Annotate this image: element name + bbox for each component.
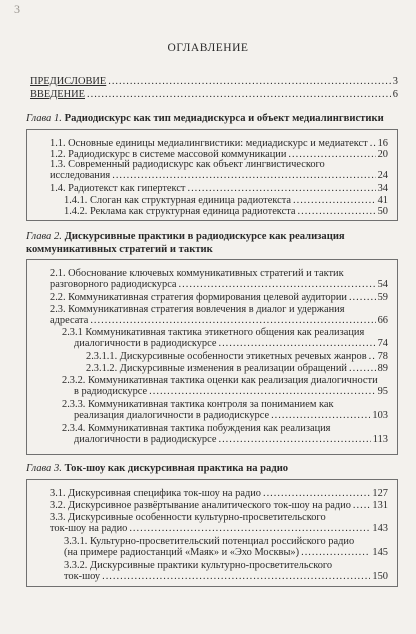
- toc-entry-line1: 2.3. Коммуникативная стратегия вовлечения в диалог и удержания: [50, 304, 345, 315]
- page-title: ОГЛАВЛЕНИЕ: [167, 42, 249, 54]
- page-number: 3: [14, 2, 21, 16]
- toc-page-number: 3: [392, 76, 398, 87]
- toc-entry[interactable]: [64, 195, 388, 206]
- toc-entry-title: разговорного радиодискурса: [50, 279, 177, 290]
- toc-entry[interactable]: [74, 434, 388, 445]
- toc-entry[interactable]: [50, 138, 388, 149]
- toc-entry-title: (на примере радиостанций «Маяк» и «Эхо Москвы»): [64, 547, 300, 558]
- toc-page-number: 6: [392, 89, 398, 100]
- toc-entry[interactable]: [64, 206, 388, 217]
- toc-entry-title: 3.2. Дискурсивное развёртывание аналитического ток-шоу на радио: [50, 500, 351, 511]
- chapter-2-heading[interactable]: [26, 231, 345, 243]
- toc-entry-line1: 3.3.2. Дискурсивные практики культурно-просветительского: [64, 560, 333, 571]
- toc-entry[interactable]: [50, 183, 388, 194]
- toc-entry-title: ток-шоу: [64, 571, 101, 582]
- toc-page-number: 145: [372, 547, 388, 558]
- toc-entry-line1: 2.3.3. Коммуникативная тактика контроля за пониманием как: [62, 399, 334, 410]
- chapter-3-heading[interactable]: [26, 463, 288, 475]
- toc-entry-title: 3.1. Дискурсивная специфика ток-шоу на радио: [50, 488, 261, 499]
- toc-page-number: 20: [377, 149, 388, 160]
- toc-entry-title: 2.3.1.2. Дискурсивные изменения в реализации обращений: [86, 363, 347, 374]
- toc-entry-title: 1.2. Радиодискурс в системе массовой коммуникации: [50, 149, 287, 160]
- toc-page-number: 34: [377, 183, 388, 194]
- chapter-title: Дискурсивные практики в радиодискурсе как реализация: [64, 231, 345, 242]
- toc-entry-title: 1.4.1. Слоган как структурная единица радиотекста: [64, 195, 292, 206]
- toc-entry-title: диалогичности в радиодискурсе: [74, 434, 217, 445]
- toc-page-number: 127: [372, 488, 388, 499]
- toc-entry[interactable]: [74, 386, 388, 397]
- chapter-number: Глава 3.: [26, 463, 62, 474]
- toc-page-number: 150: [372, 571, 388, 582]
- toc-entry-line1: 1.3. Современный радиодискурс как объект лингвистического: [50, 159, 325, 170]
- toc-entry-title: реализация диалогичности в радиодискурсе: [74, 410, 270, 421]
- toc-page-number: 143: [372, 523, 388, 534]
- toc-page-number: 24: [377, 170, 388, 181]
- toc-entry-title: 2.3.1.1. Дискурсивные особенности этикетных речевых жанров: [86, 351, 367, 362]
- toc-entry-title: диалогичности в радиодискурсе: [74, 338, 217, 349]
- toc-entry[interactable]: [64, 547, 388, 558]
- toc-entry-title: 2.2. Коммуникативная стратегия формирования целевой аудитории: [50, 292, 347, 303]
- toc-entry[interactable]: [50, 523, 388, 534]
- toc-page-number: 78: [377, 351, 388, 362]
- toc-page-number: 95: [377, 386, 388, 397]
- toc-entry-line1: 3.3.1. Культурно-просветительский потенциал российского радио: [64, 536, 355, 547]
- chapter-1-heading[interactable]: [26, 113, 384, 125]
- toc-page-number: 66: [377, 315, 388, 326]
- toc-page-number: 16: [377, 138, 388, 149]
- toc-entry-line1: 3.3. Дискурсивные особенности культурно-просветительского: [50, 512, 326, 523]
- toc-entry-line1: 2.3.1 Коммуникативная тактика этикетного общения как реализация: [62, 327, 365, 338]
- toc-page-number: 50: [377, 206, 388, 217]
- toc-entry-line1: 2.3.2. Коммуникативная тактика оценки как реализация диалогичности: [62, 375, 378, 386]
- toc-entry-title: ток-шоу на радио: [50, 523, 128, 534]
- toc-entry[interactable]: [50, 315, 388, 326]
- toc-page-number: 41: [377, 195, 388, 206]
- toc-page-number: 54: [377, 279, 388, 290]
- toc-entry-title: ПРЕДИСЛОВИЕ: [30, 76, 107, 87]
- toc-entry-line1: 2.3.4. Коммуникативная тактика побуждения как реализация: [62, 423, 331, 434]
- toc-entry[interactable]: [50, 170, 388, 181]
- chapter-number: Глава 1.: [26, 113, 62, 124]
- toc-entry-title: 1.1. Основные единицы медиалингвистики: медиадискурс и медиатекст: [50, 138, 368, 149]
- toc-entry-line1: 2.1. Обоснование ключевых коммуникативных стратегий и тактик: [50, 268, 344, 279]
- toc-entry[interactable]: [74, 338, 388, 349]
- toc-page-number: 113: [372, 434, 388, 445]
- chapter-title: Ток-шоу как дискурсивная практика на радио: [64, 463, 289, 474]
- toc-entry[interactable]: [50, 292, 388, 303]
- toc-entry-title: 1.4.2. Реклама как структурная единица радиотекста: [64, 206, 296, 217]
- toc-entry-title: ВВЕДЕНИЕ: [30, 89, 85, 100]
- toc-entry-title: 1.4. Радиотекст как гипертекст: [50, 183, 186, 194]
- toc-entry-title: в радиодискурсе: [74, 386, 148, 397]
- toc-entry[interactable]: [50, 500, 388, 511]
- toc-entry[interactable]: [86, 363, 388, 374]
- toc-entry[interactable]: [86, 351, 388, 362]
- chapter-number: Глава 2.: [26, 231, 62, 242]
- toc-entry-title: адресата: [50, 315, 89, 326]
- toc-entry[interactable]: [74, 410, 388, 421]
- chapter-2-heading-line2: коммуникативных стратегий и тактик: [26, 244, 213, 255]
- toc-page-number: 89: [377, 363, 388, 374]
- toc-page-number: 74: [377, 338, 388, 349]
- toc-entry-title: исследования: [50, 170, 111, 181]
- toc-entry[interactable]: [64, 571, 388, 582]
- toc-entry[interactable]: [50, 488, 388, 499]
- toc-entry[interactable]: [50, 279, 388, 290]
- toc-page-number: 59: [377, 292, 388, 303]
- chapter-title: Радиодискурс как тип медиадискурса и объект медиалингвистики: [64, 113, 384, 124]
- toc-page-number: 103: [372, 410, 388, 421]
- toc-page-number: 131: [372, 500, 388, 511]
- toc-entry-preface[interactable]: [30, 76, 398, 87]
- toc-entry-introduction[interactable]: [30, 89, 398, 100]
